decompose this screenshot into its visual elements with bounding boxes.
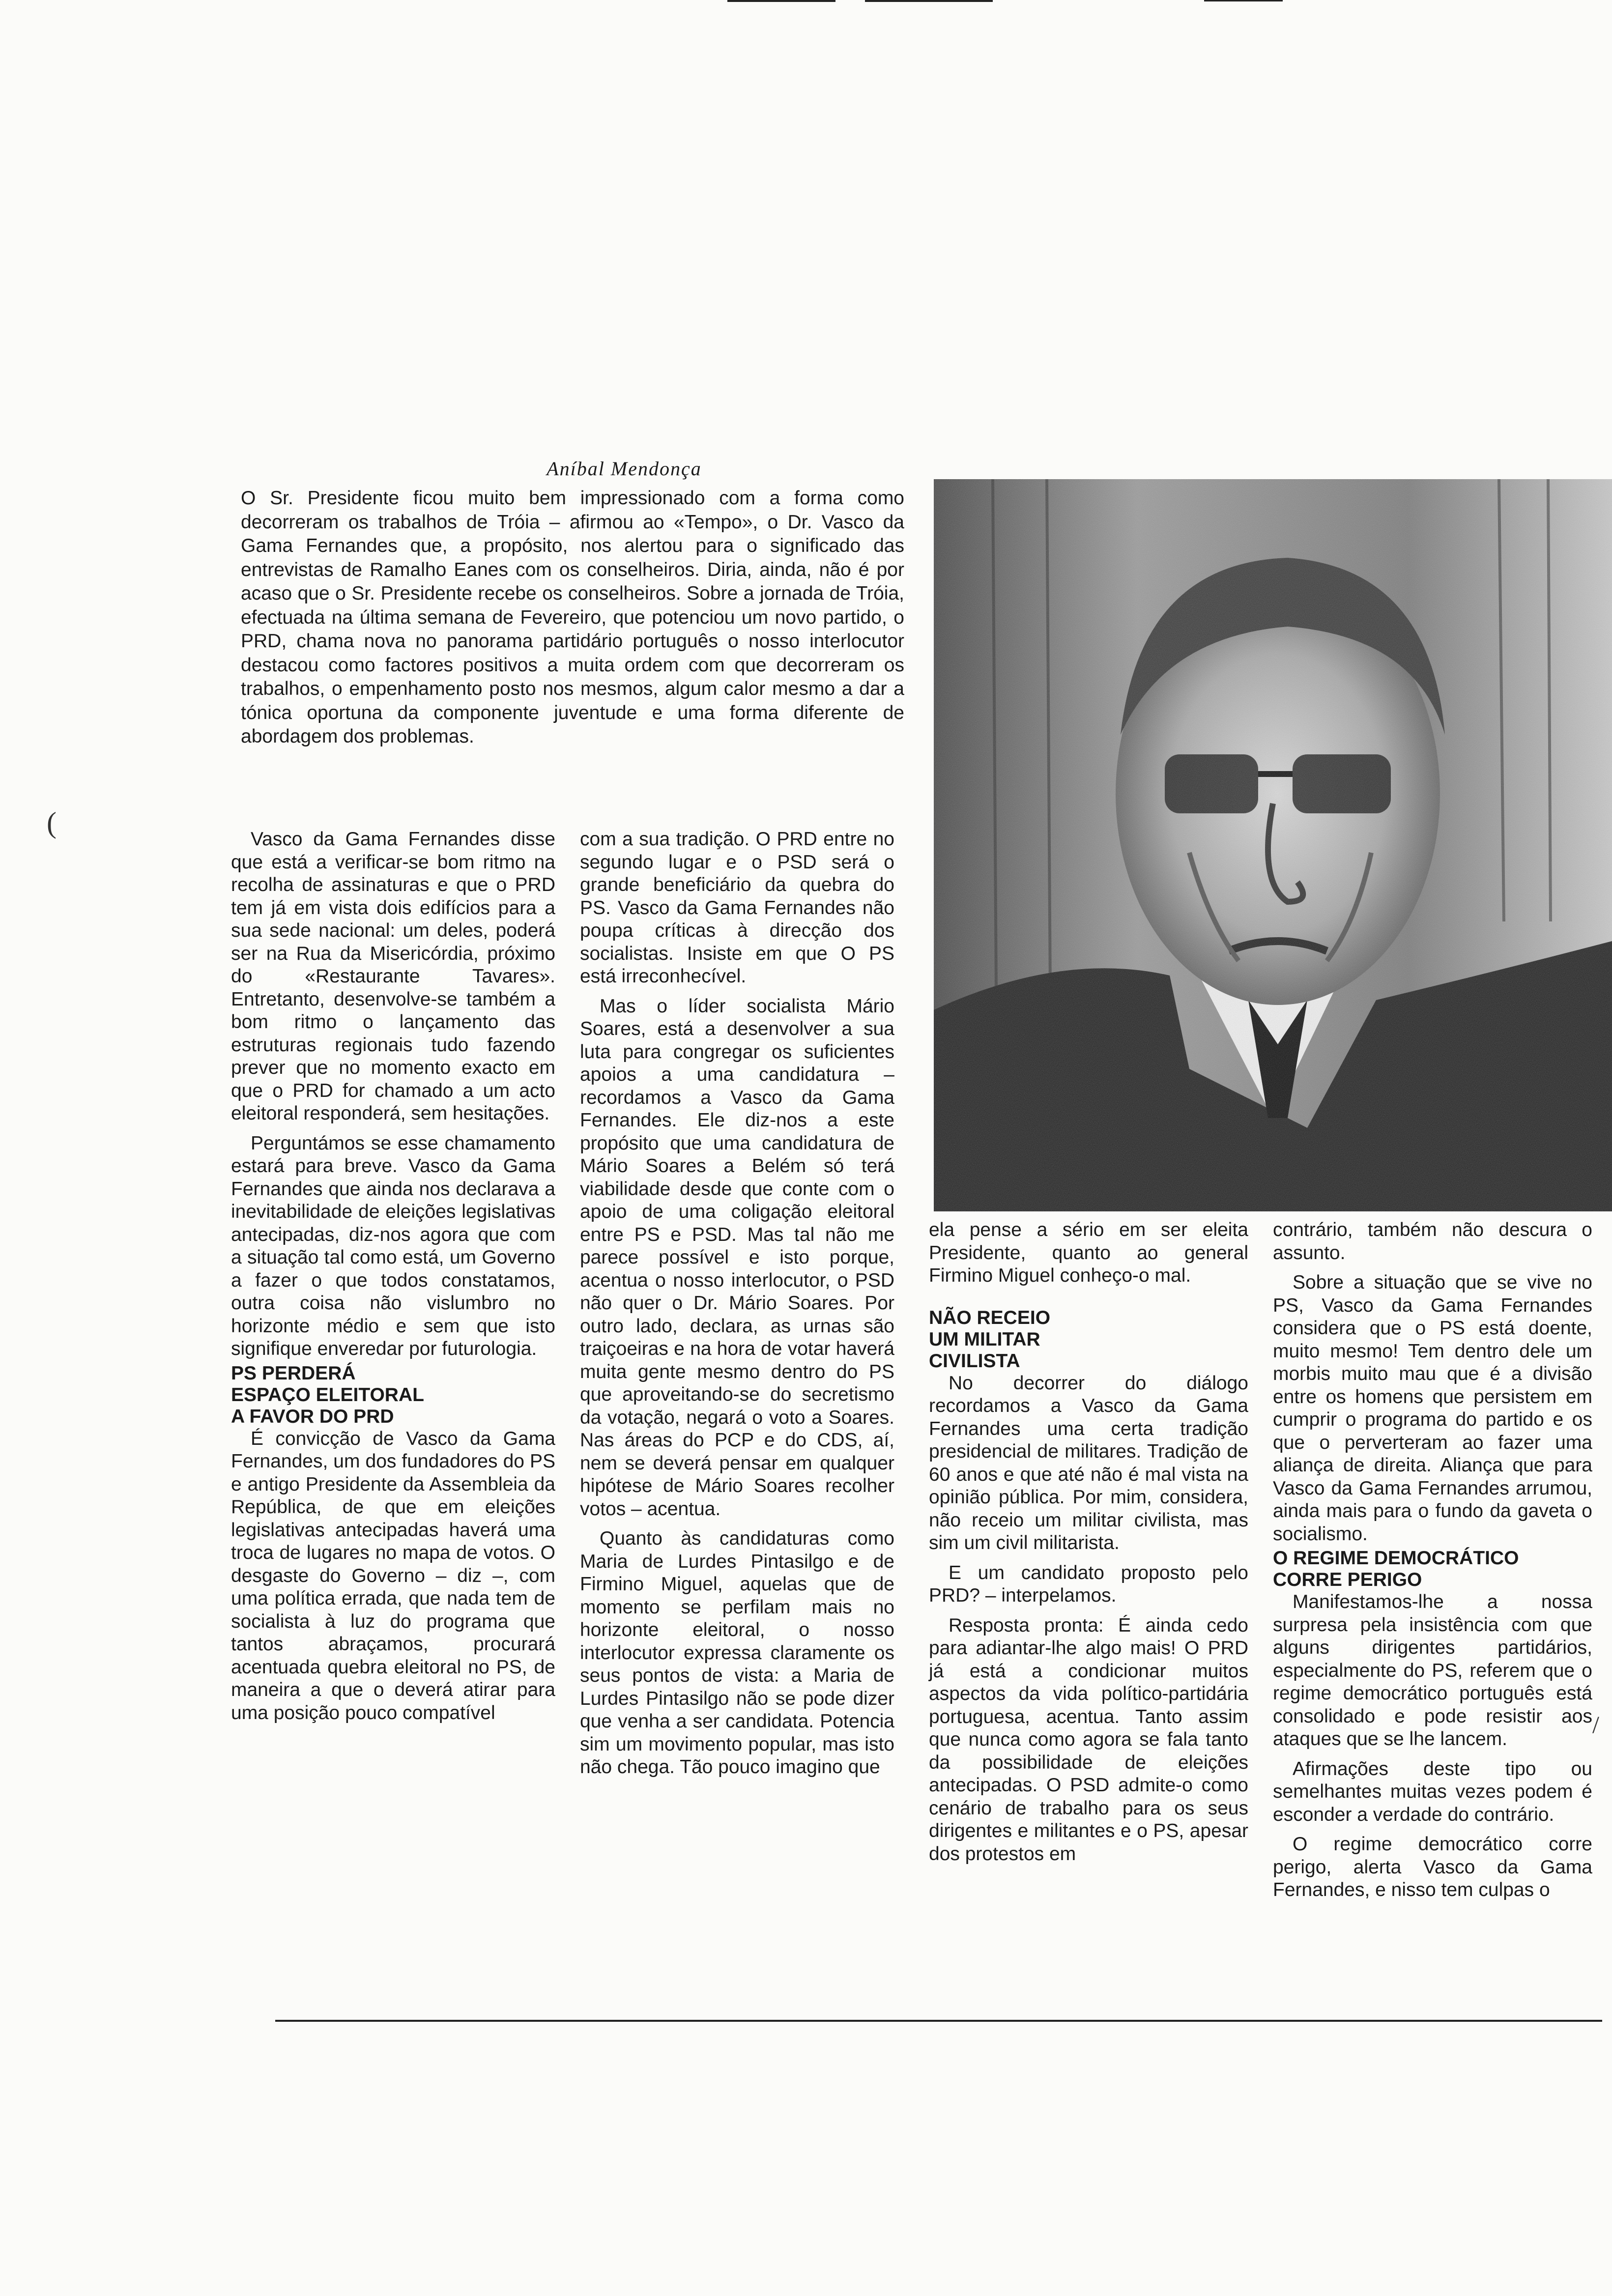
section-heading — [1273, 1548, 1592, 1591]
section-heading — [231, 1363, 555, 1428]
heading-line: NÃO RECEIO — [929, 1307, 1051, 1328]
scan-artifact-line — [865, 0, 993, 2]
portrait-photo — [934, 479, 1612, 1211]
heading-line: A FAVOR DO PRD — [231, 1406, 394, 1427]
paragraph: No decorrer do diálogo recordamos a Vasco da Gama Fernandes uma certa tradição presidencial de militares. Tradição de 60 anos e que até não é mal vista na opinião pública. Por mim, considera, não receio um militar civilista, mas sim um civil militarista. — [929, 1372, 1248, 1553]
byline: Aníbal Mendonça — [547, 458, 702, 480]
heading-line: O REGIME DEMOCRÁTICO — [1273, 1548, 1519, 1569]
paragraph: O regime democrático corre perigo, alerta Vasco da Gama Fernandes, e nisso tem culpas o — [1273, 1834, 1592, 1900]
heading-line: CIVILISTA — [929, 1350, 1020, 1372]
article-column-2 — [580, 828, 894, 1779]
heading-line: CORRE PERIGO — [1273, 1569, 1422, 1590]
paragraph: Perguntámos se esse chamamento estará para breve. Vasco da Gama Fernandes que ainda nos declarava a inevitabilidade de eleições legislativas antecipadas, diz-nos agora que com a situação tal como está, um Governo a fazer o que todos constatamos, outra coisa não vislumbro no horizonte médio e sem que isto signifique enveredar por futurologia. — [231, 1132, 555, 1359]
paragraph: Afirmações deste tipo ou semelhantes muitas vezes podem é esconder a verdade do contrário. — [1273, 1758, 1592, 1825]
paragraph: E um candidato proposto pelo PRD? – interpelamos. — [929, 1562, 1248, 1606]
paragraph: Resposta pronta: É ainda cedo para adiantar-lhe algo mais! O PRD já está a condicionar muitos aspectos da vida político-partidária portuguesa, acentua. Tanto assim que nunca como agora se fala tanto da possibilidade de eleições antecipadas. O PSD admite-o como cenário de trabalho para os seus dirigentes e militantes e o PS, apesar dos protestos em — [929, 1614, 1248, 1865]
margin-bracket-mark: / — [1592, 1711, 1599, 1738]
paragraph: Vasco da Gama Fernandes disse que está a verificar-se bom ritmo na recolha de assinaturas e que o PRD tem já em vista dois edifícios para a sua sede nacional: um deles, poderá ser na Rua da Misericórdia, próximo do «Restaurante Tavares». Entretanto, desenvolve-se também a bom ritmo o lançamento das estruturas regionais tudo fazendo prever que no momento exacto em que o PRD for chamado a um acto eleitoral responderá, sem hesitações. — [231, 829, 555, 1124]
paragraph: Mas o líder socialista Mário Soares, está a desenvolver a sua luta para congregar os suficientes apoios a uma candidatura – recordamos a Vasco da Gama Fernandes. Ele diz-nos a este propósito que uma candidatura de Mário Soares a Belém só terá viabilidade desde que conte com o apoio de uma coligação eleitoral entre PS e PSD. Mas tal não me parece possível e isto porque, acentua o nosso interlocutor, o PSD não quer o Dr. Mário Soares. Por outro lado, declara, as urnas são traiçoeiras e na hora de votar haverá muita gente mesmo dentro do PS que aproveitando-se do secretismo da votação, negará o voto a Soares. Nas áreas do PCP e do CDS, aí, nem se deverá pensar em qualquer hipótese de Mário Soares recolher votos – acentua. — [580, 995, 894, 1520]
paragraph: Quanto às candidaturas como Maria de Lurdes Pintasilgo e de Firmino Miguel, aquelas que de momento se perfilam mais no horizonte eleitoral, o nosso interlocutor expressa claramente os seus pontos de vista: a Maria de Lurdes Pintasilgo não se pode dizer que venha a ser candidata. Potencia sim um movimento popular, mas isto não chega. Tão pouco imagino que — [580, 1528, 894, 1778]
heading-line: UM MILITAR — [929, 1328, 1040, 1350]
scan-artifact-line — [1204, 0, 1283, 1]
heading-line: ESPAÇO ELEITORAL — [231, 1384, 424, 1406]
paragraph: É convicção de Vasco da Gama Fernandes, um dos fundadores do PS e antigo Presidente da Assembleia da República, de que em eleições legislativas antecipadas haverá uma troca de lugares no mapa de votos. O desgaste do Governo – diz –, com uma política errada, que nada tem de socialista à luz do programa que tantos abraçamos, procurará acentuada quebra eleitoral no PS, de maneira a que o deverá atirar para uma posição pouco compatível — [231, 1428, 555, 1723]
margin-bracket-mark: ( — [47, 806, 57, 839]
lead-paragraph: O Sr. Presidente ficou muito bem impressionado com a forma como decorreram os trabalhos de Tróia – afirmou ao «Tempo», o Dr. Vasco da Gama Fernandes que, a propósito, nos alertou para o significado das entrevistas de Ramalho Eanes com os conselheiros. Diria, ainda, não é por acaso que o Sr. Presidente recebe os conselheiros. Sobre a jornada de Tróia, efectuada na última semana de Fevereiro, que potenciou um novo partido, o PRD, chama nova no panorama partidário português o nosso interlocutor destacou como factores positivos a muita ordem com que decorreram os trabalhos, o empenhamento posto nos mesmos, algum calor mesmo a dar a tónica oportuna da componente juventude e uma forma diferente de abordagem dos problemas. — [241, 488, 904, 747]
paragraph: contrário, também não descura o assunto. — [1273, 1219, 1592, 1263]
article-column-3 — [929, 1219, 1248, 1866]
paragraph: com a sua tradição. O PRD entre no segundo lugar e o PSD será o grande beneficiário da quebra do PS. Vasco da Gama Fernandes não poupa críticas à direcção dos socialistas. Insiste em que O PS está irreconhecível. — [580, 829, 894, 987]
paragraph: ela pense a sério em ser eleita Presidente, quanto ao general Firmino Miguel conheço-o mal. — [929, 1219, 1248, 1286]
paragraph: Sobre a situação que se vive no PS, Vasco da Gama Fernandes considera que o PS está doente, muito mesmo! Tem dentro dele um morbis muito mau que é a divisão entre os homens que persistem em cumprir o programa do partido e os que o perverteram ao fazer uma aliança de direita. Aliança que para Vasco da Gama Fernandes arrumou, ainda mais para o fundo da gaveta o socialismo. — [1273, 1272, 1592, 1545]
paragraph: Manifestamos-lhe a nossa surpresa pela insistência com que alguns dirigentes partidários, especialmente do PS, referem que o regime democrático português está consolidado e pode resistir aos ataques que se lhe lancem. — [1273, 1591, 1592, 1750]
heading-line: PS PERDERÁ — [231, 1362, 356, 1384]
section-heading — [929, 1307, 1248, 1372]
article-column-1 — [231, 828, 555, 1724]
bottom-rule — [275, 2020, 1602, 2022]
article-column-4 — [1273, 1219, 1592, 1902]
scan-artifact-line — [727, 0, 835, 2]
